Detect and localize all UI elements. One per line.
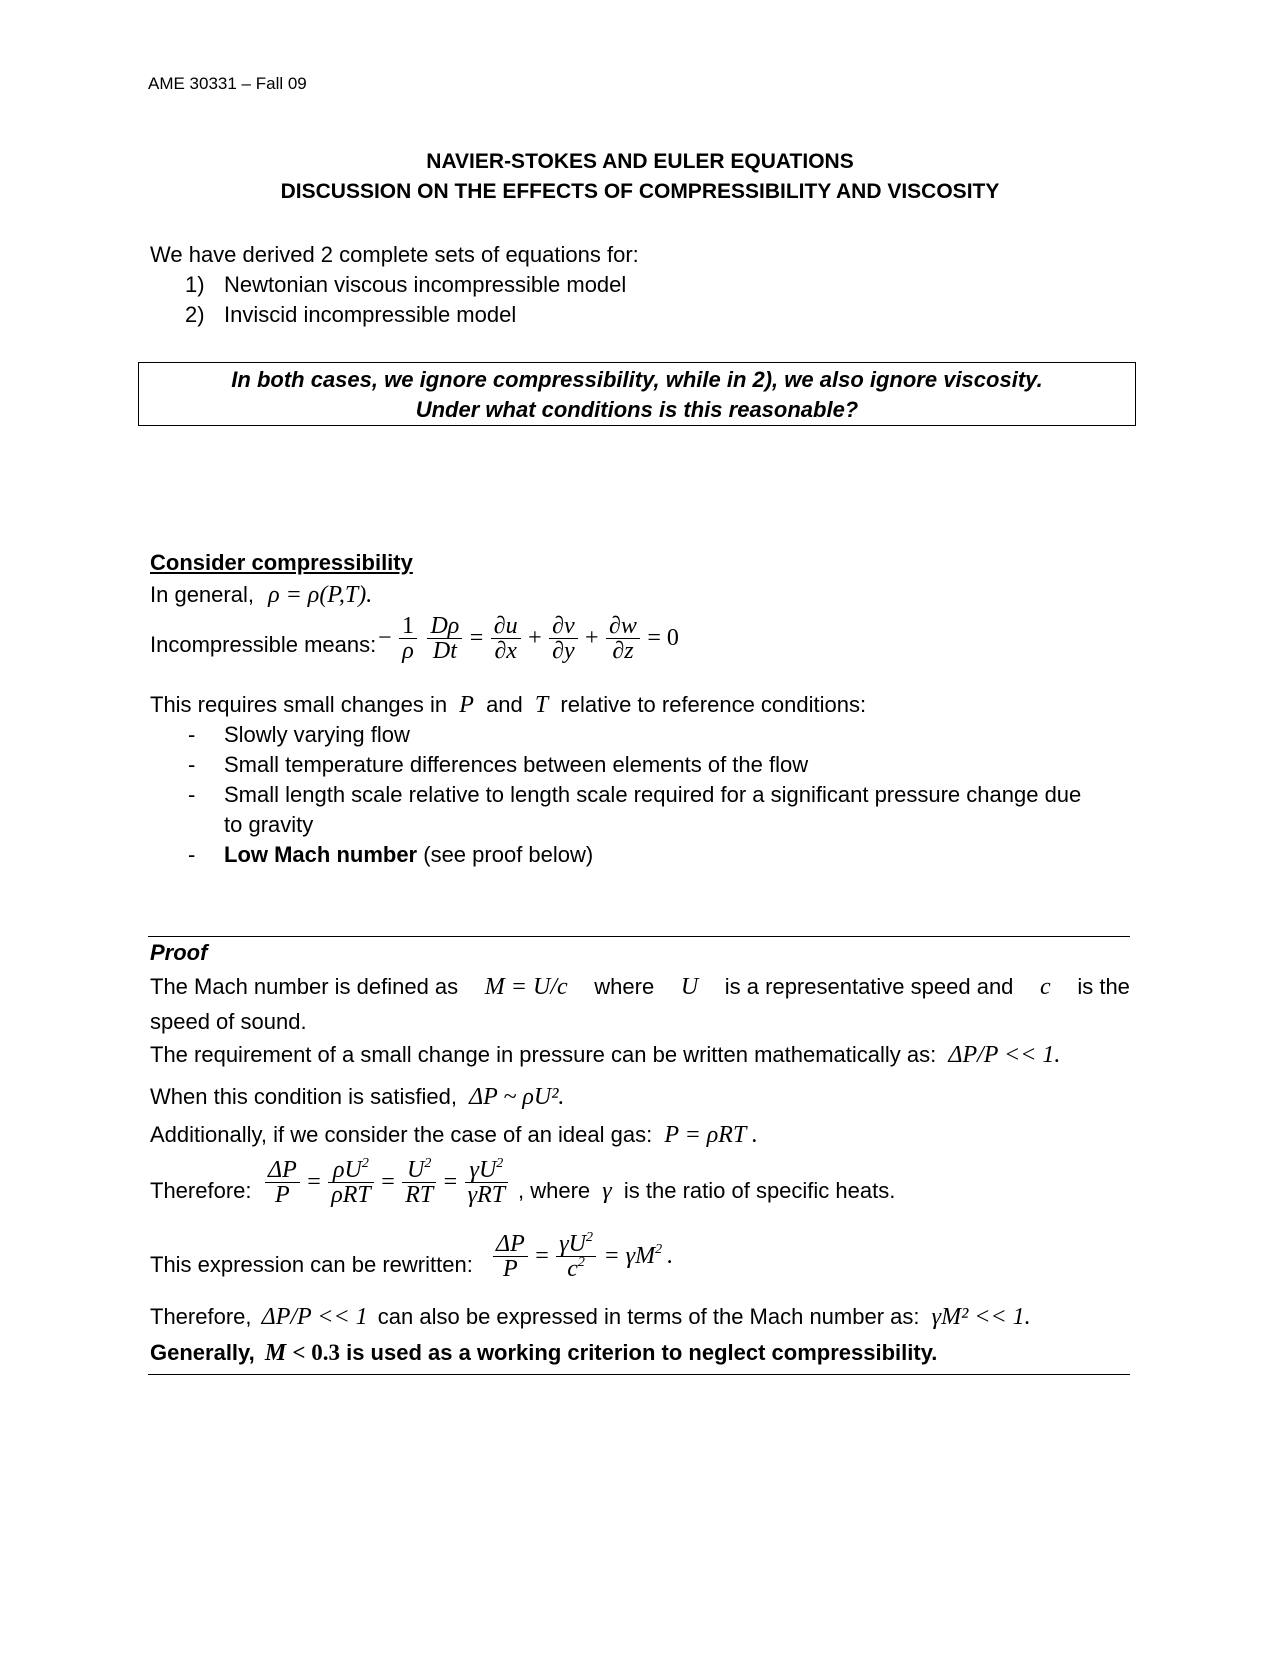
continuity-equation: − $\frac{1}{\rho}$ $\frac{D\rho}{Dt}$ = $\frac{\partial u}{\partial x}$ + $\frac{\partial v}{\partial y}$ + $\frac{\partial w}{\partial z}$ = 0 [378, 613, 679, 664]
var-U: U [680, 974, 699, 1000]
condition-text: When this condition is satisfied, [150, 1084, 457, 1109]
var-c: c [1040, 974, 1051, 1000]
therefore-mach-line [150, 1302, 1031, 1332]
frac-gu2-c2: $\frac{\gamma U^2}{c^2}$ [556, 1232, 596, 1281]
generally-line [150, 1338, 937, 1368]
generally-text-a: Generally, [150, 1340, 255, 1365]
low-mach-bold: Low Mach number [224, 842, 418, 867]
therefore2-eq2: γM² << 1. [931, 1304, 1031, 1330]
proof-bottom-rule [148, 1374, 1130, 1375]
requires-line [150, 690, 866, 720]
rewrite-label: This expression can be rewritten: [150, 1252, 473, 1277]
bullet-dash: - [188, 752, 196, 777]
frac-gu2-grt: $\frac{\gamma U^2}{\text{γRT}}$ [465, 1158, 508, 1207]
mach-line-2: speed of sound. [150, 1009, 307, 1034]
title-line-2: DISCUSSION ON THE EFFECTS OF COMPRESSIBILITY AND VISCOSITY [280, 180, 1000, 203]
therefore2-text-b: can also be expressed in terms of the Mach number as: [377, 1304, 920, 1329]
low-mach-rest: (see proof below) [423, 842, 594, 867]
box-line-1: In both cases, we ignore compressibility, while in 2), we also ignore viscosity. [231, 367, 1043, 392]
proof-top-rule [148, 936, 1130, 937]
mach-text-d: is the [1077, 974, 1130, 999]
frac-rhou2-rhort: $\frac{\rho U^2}{\text{ρRT}}$ [328, 1158, 374, 1207]
intro-lead: We have derived 2 complete sets of equations for: [150, 242, 639, 267]
frac-one-over-rho: $\frac{1}{\rho}$ [399, 614, 417, 663]
bullet-dash: - [188, 722, 196, 747]
therefore2-eq: ΔP/P << 1 [261, 1304, 368, 1330]
frac-dw-dz: $\frac{\partial w}{\partial z}$ [606, 614, 640, 663]
requirement-text: The requirement of a small change in pressure can be written mathematically as: [150, 1042, 937, 1067]
ideal-gas-eq: P = ρRT . [664, 1122, 758, 1148]
requires-text-a: This requires small changes in [150, 692, 448, 717]
in-general-line [150, 580, 372, 610]
course-header: AME 30331 – Fall 09 [148, 74, 307, 93]
in-general-label: In general, [150, 582, 254, 607]
bullet-item-continued: to gravity [224, 812, 314, 837]
bullet-item: Slowly varying flow [224, 722, 410, 747]
condition-line [150, 1082, 564, 1112]
frac-u2-rt: $\frac{U^2}{RT}$ [402, 1158, 436, 1207]
requires-text-b: relative to reference conditions: [560, 692, 867, 717]
bullet-item: Small length scale relative to length scale required for a significant pressure change due [224, 782, 1082, 807]
rewrite-equation: $\frac{\Delta P}{P}$ = $\frac{\gamma U^2}{c^2}$ = $\gamma M^2$ . [490, 1232, 673, 1281]
var-M-bold: M [264, 1340, 287, 1366]
frac-dv-dy: $\frac{\partial v}{\partial y}$ [549, 614, 578, 663]
section-heading-compressibility: Consider compressibility [150, 550, 413, 575]
mach-threshold: < 0.3 [292, 1340, 340, 1365]
intro-item-1: Newtonian viscous incompressible model [224, 272, 627, 297]
bullet-dash: - [188, 782, 196, 807]
boxed-question [138, 362, 1136, 426]
mach-text-b: where [594, 974, 655, 999]
requires-and: and [486, 692, 523, 717]
intro-num-2: 2) [185, 302, 205, 327]
where-gamma-line [518, 1176, 895, 1206]
mach-text-c: is a representative speed and [724, 974, 1014, 999]
pressure-ratio-equation: $\frac{\Delta P}{P}$ = $\frac{\rho U^2}{\text{ρRT}}$ = $\frac{U^2}{RT}$ = $\frac{\gamma U^2}{\text{γRT}}$ [262, 1158, 511, 1207]
requirement-eq: ΔP/P << 1. [948, 1042, 1061, 1068]
incompressible-label: Incompressible means: [150, 632, 377, 657]
var-gamma: γ [602, 1178, 612, 1204]
mach-text-a: The Mach number is defined as [150, 974, 459, 999]
mach-eq: M = U/c [484, 974, 568, 1000]
therefore-label: Therefore: [150, 1178, 252, 1203]
ratio-text: is the ratio of specific heats. [623, 1178, 896, 1203]
ideal-gas-text: Additionally, if we consider the case of an ideal gas: [150, 1122, 653, 1147]
density-relation-eq: ρ = ρ(P,T). [268, 582, 373, 608]
var-T: T [534, 692, 549, 718]
bullet-item: Small temperature differences between elements of the flow [224, 752, 809, 777]
mach-definition-line [150, 972, 1130, 1002]
frac-dp-p: $\frac{\Delta P}{P}$ [265, 1158, 300, 1207]
generally-text-b: is used as a working criterion to neglect compressibility. [346, 1340, 938, 1365]
box-line-2: Under what conditions is this reasonable? [415, 397, 859, 422]
intro-item-2: Inviscid incompressible model [224, 302, 517, 327]
condition-eq: ΔP ~ ρU². [469, 1084, 565, 1110]
bullet-item-mach [224, 840, 593, 870]
frac-du-dx: $\frac{\partial u}{\partial x}$ [491, 614, 521, 663]
therefore2-text-a: Therefore, [150, 1304, 252, 1329]
proof-heading: Proof [150, 940, 208, 965]
bullet-dash: - [188, 842, 196, 867]
var-P: P [459, 692, 474, 718]
requirement-line [150, 1040, 1060, 1070]
title-line-1: NAVIER-STOKES AND EULER EQUATIONS [426, 150, 854, 173]
ideal-gas-line [150, 1120, 758, 1150]
frac-drho-dt: $\frac{D\rho}{Dt}$ [427, 614, 462, 663]
frac-dp-p-2: $\frac{\Delta P}{P}$ [493, 1232, 528, 1281]
where-text: , where [518, 1178, 591, 1203]
intro-num-1: 1) [185, 272, 205, 297]
